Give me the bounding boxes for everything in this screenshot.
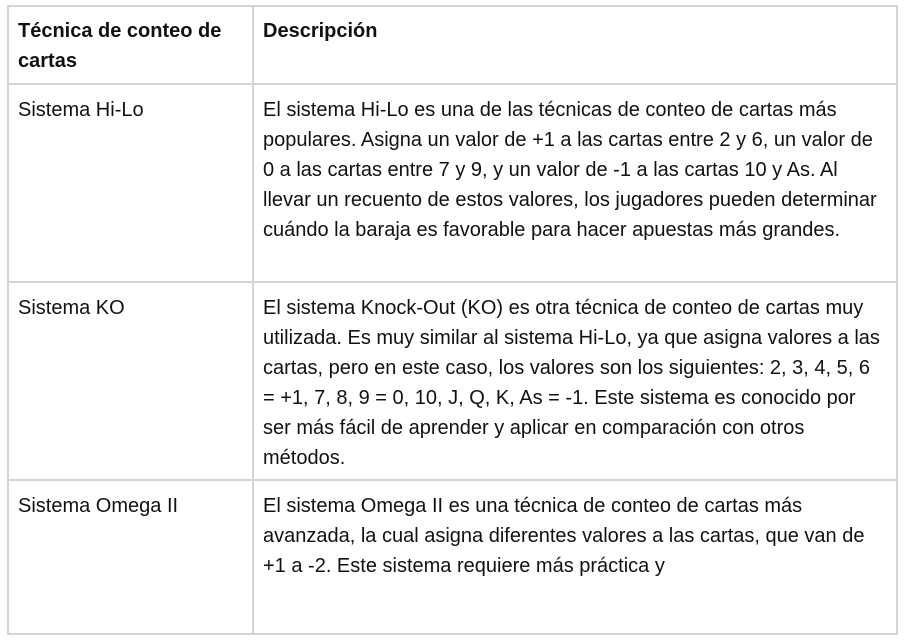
card-counting-table [7, 5, 898, 635]
technique-cell: Sistema KO [8, 282, 253, 480]
description-cell: El sistema Hi-Lo es una de las técnicas de conteo de cartas más populares. Asigna un valor de +1 a las cartas entre 2 y 6, un valor de 0 a las cartas entre 7 y 9, y un valor de -1 a las cartas 10 y As. Al llevar un recuento de estos valores, los jugadores pueden determinar cuándo la baraja es favorable para hacer apuestas más grandes. [253, 84, 897, 282]
header-description: Descripción [253, 6, 897, 84]
table-header-row [8, 6, 897, 84]
table-row [8, 480, 897, 634]
technique-cell: Sistema Omega II [8, 480, 253, 634]
description-cell: El sistema Omega II es una técnica de conteo de cartas más avanzada, la cual asigna diferentes valores a las cartas, que van de +1 a -2. Este sistema requiere más práctica y [253, 480, 897, 634]
header-technique: Técnica de conteo de cartas [8, 6, 253, 84]
table-row [8, 84, 897, 282]
table-row [8, 282, 897, 480]
description-cell: El sistema Knock-Out (KO) es otra técnica de conteo de cartas muy utilizada. Es muy similar al sistema Hi-Lo, ya que asigna valores a las cartas, pero en este caso, los valores son los siguientes: 2, 3, 4, 5, 6 = +1, 7, 8, 9 = 0, 10, J, Q, K, As = -1. Este sistema es conocido por ser más fácil de aprender y aplicar en comparación con otros métodos. [253, 282, 897, 480]
technique-cell: Sistema Hi-Lo [8, 84, 253, 282]
